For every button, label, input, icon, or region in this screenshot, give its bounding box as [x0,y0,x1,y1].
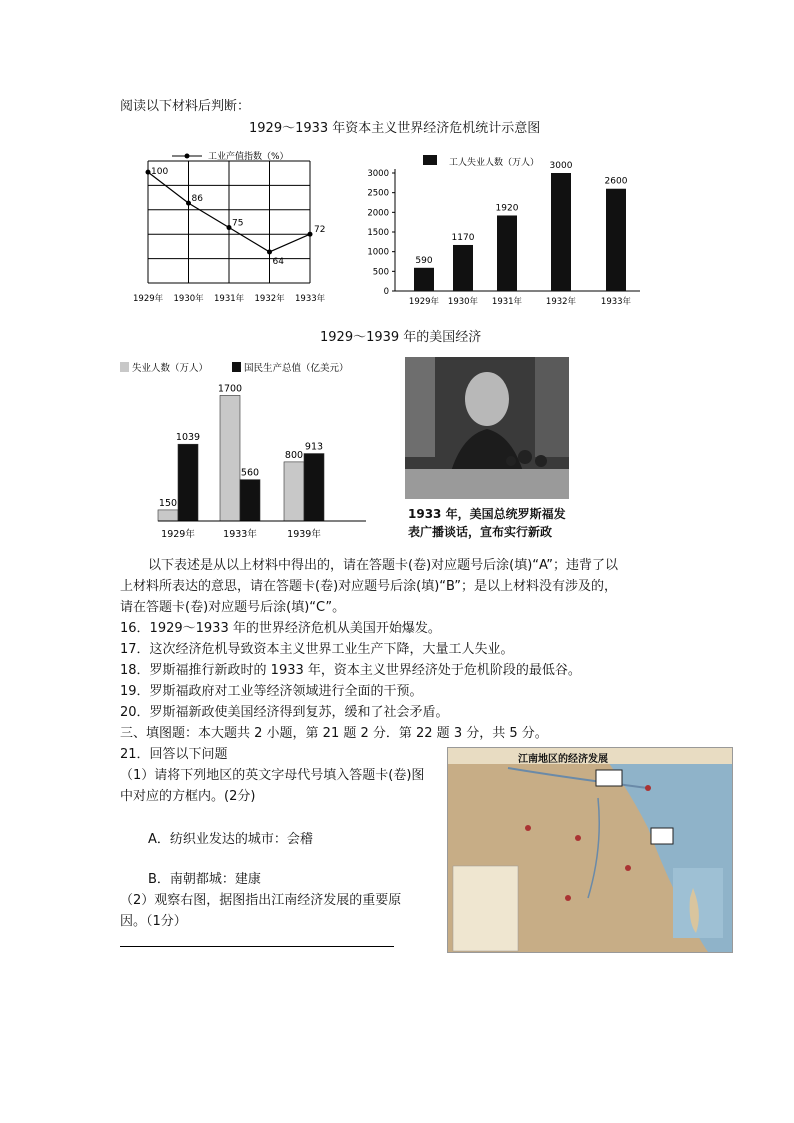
statement-16: 16．1929～1933 年的世界经济危机从美国开始爆发。 [120,621,441,636]
chart2-y-tick: 2500 [367,188,389,199]
industrial-output-line-chart [120,145,335,310]
statement-19: 19．罗斯福政府对工业等经济领域进行全面的干预。 [120,684,423,699]
chart1-x-tick: 1930年 [173,294,204,304]
chart1-x-tick: 1929年 [133,294,164,304]
chart1-value-label: 64 [272,256,284,267]
chart3-value-label: 800 [284,449,304,461]
chart1-value-label: 100 [151,167,169,178]
photo-caption-line-1: 1933 年，美国总统罗斯福发 [408,507,566,521]
q21-part2-line1: （2）观察右图，据图指出江南经济发展的重要原 [120,893,402,908]
chart3-bar [220,395,240,521]
chart2-value-label: 3000 [549,161,573,171]
jiangnan-map [447,747,733,953]
chart2-y-tick: 1500 [367,228,389,238]
map-answer-box-1[interactable] [596,770,622,786]
statement-20: 20．罗斯福新政使美国经济得到复苏，缓和了社会矛盾。 [120,705,449,720]
chart3-x-tick: 1929年 [161,529,195,540]
unemployment-bar-chart [355,145,645,310]
chart2-value-label: 2600 [604,176,628,187]
chart1-value-label: 86 [191,194,203,205]
chart2-bar [606,189,626,291]
chart2-bar [414,268,434,291]
chart1-point [186,201,191,206]
chart3-value-label: 1039 [175,432,201,444]
q21-part1-line2: 中对应的方框内。(2分) [120,789,256,804]
chart2-x-tick: 1929年 [408,297,440,307]
chart3-value-label: 560 [240,467,260,479]
chart3-bar [240,480,260,521]
us-economy-grouped-bar-chart [118,355,378,545]
intro-text: 阅读以下材料后判断： [120,99,251,114]
q21-option-b: B．南朝都城：建康 [148,872,261,887]
chart2-y-tick: 500 [372,267,389,278]
chart3-x-tick: 1939年 [287,529,321,540]
statement-18: 18．罗斯福推行新政时的 1933 年，资本主义世界经济处于危机阶段的最低谷。 [120,663,581,678]
chart3-legend-swatch-2 [232,362,241,372]
chart2-bar [497,215,517,291]
chart1-point [308,232,313,237]
chart3-bar [304,454,324,521]
chart3-legend-swatch-1 [120,362,129,372]
chart1-value-label: 75 [232,218,244,229]
chart3-title: 1929～1939 年的美国经济 [320,330,482,345]
photo-caption-line-2: 表广播谈话，宣布实行新政 [408,525,553,539]
q21-title: 21．回答以下问题 [120,747,228,762]
chart2-y-tick: 2000 [367,208,389,219]
chart1-point [146,170,151,175]
chart2-value-label: 1920 [495,203,519,214]
chart2-value-label: 590 [415,255,433,266]
chart3-bar [284,462,304,521]
chart2-x-tick: 1932年 [545,297,577,307]
photo-caption [408,505,566,541]
chart1-legend: 工业产值指数（%） [208,152,289,162]
map-answer-box-2[interactable] [651,828,673,844]
q21-part2-line2: 因。（1分） [120,914,187,929]
chart2-value-label: 1170 [451,232,475,243]
chart3-value-label: 1700 [217,383,243,395]
chart1-x-tick: 1933年 [295,294,326,304]
roosevelt-photo [405,357,569,499]
chart1-x-tick: 1931年 [214,294,245,304]
chart2-legend: 工人失业人数（万人） [449,158,540,168]
chart2-x-tick: 1933年 [600,297,632,307]
chart2-x-tick: 1930年 [447,297,479,307]
q21-part1-line1: （1）请将下列地区的英文字母代号填入答题卡(卷)图 [120,768,425,783]
statement-17: 17．这次经济危机导致资本主义世界工业生产下降，大量工人失业。 [120,642,514,657]
chart1-title: 1929～1933 年资本主义世界经济危机统计示意图 [249,121,541,136]
chart2-legend-swatch [423,155,437,165]
instruction-line-3: 请在答题卡(卷)对应题号后涂(填)“C”。 [120,600,346,615]
chart3-value-label: 150 [158,497,178,509]
chart2-x-tick: 1931年 [491,297,523,307]
answer-line [120,946,394,947]
chart3-value-label: 913 [304,441,324,453]
q21-option-a: A．纺织业发达的城市：会稽 [148,832,313,847]
chart2-y-tick: 0 [383,287,389,297]
chart1-x-tick: 1932年 [254,294,285,304]
chart2-y-tick: 1000 [367,247,389,258]
map-title: 江南地区的经济发展 [518,754,608,765]
instruction-line-2: 上材料所表达的意思，请在答题卡(卷)对应题号后涂(填)“B”；是以上材料没有涉及的， [120,579,617,594]
chart1-point [227,225,232,230]
section-3-heading: 三、填图题：本大题共 2 小题，第 21 题 2 分．第 22 题 3 分，共 5 分。 [120,726,548,741]
chart3-legend-2: 国民生产总值（亿美元） [244,363,349,374]
chart1-point [267,249,272,254]
chart2-bar [453,245,473,291]
chart1-value-label: 72 [314,225,326,236]
chart2-bar [551,173,571,291]
chart2-y-tick: 3000 [367,169,389,179]
chart3-bar [178,444,198,521]
chart3-x-tick: 1933年 [223,529,257,540]
instruction-line-1: 以下表述是从以上材料中得出的，请在答题卡(卷)对应题号后涂(填)“A”；违背了以 [148,558,619,573]
chart3-bar [158,510,178,521]
chart3-legend-1: 失业人数（万人） [132,363,209,374]
